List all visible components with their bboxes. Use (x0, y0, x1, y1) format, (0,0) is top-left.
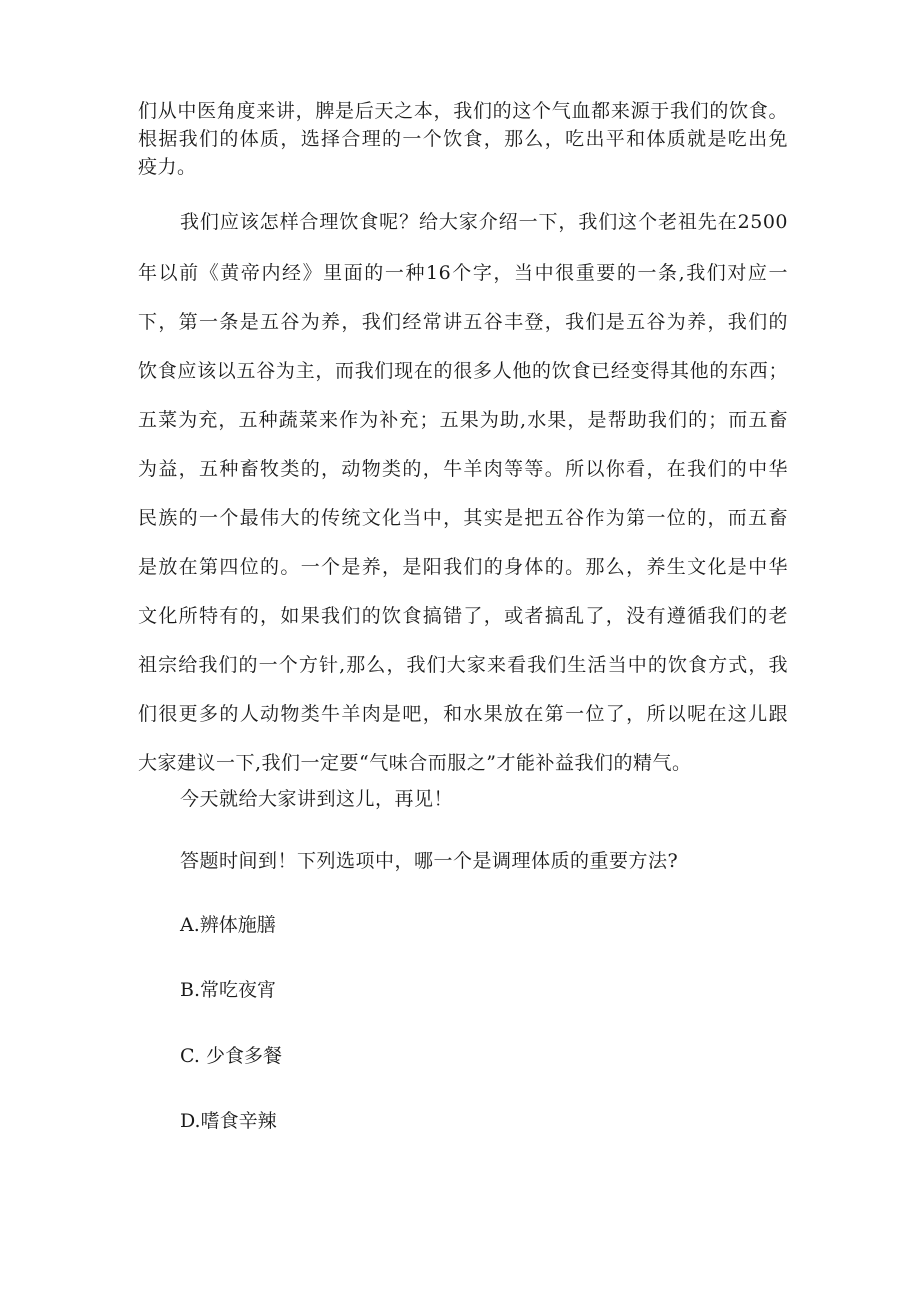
quiz-option-c: C. 少食多餐 (180, 1045, 282, 1067)
paragraph1-line-2: 根据我们的体质，选择合理的一个饮食，那么，吃出平和体质就是吃出免 (138, 128, 788, 150)
quiz-option-a: A.辨体施膳 (180, 914, 276, 936)
paragraph1-line-1: 们从中医角度来讲，脾是后天之本，我们的这个气血都来源于我们的饮食。 (138, 100, 788, 122)
paragraph2-line-2: 年以前《黄帝内经》里面的一种16个字，当中很重要的一条,我们对应一 (138, 262, 788, 284)
paragraph2-line-4: 饮食应该以五谷为主，而我们现在的很多人他的饮食已经变得其他的东西； (138, 360, 788, 382)
paragraph2-line-3: 下，第一条是五谷为养，我们经常讲五谷丰登，我们是五谷为养，我们的 (138, 311, 788, 333)
paragraph2-line-6: 为益，五种畜牧类的，动物类的，牛羊肉等等。所以你看，在我们的中华 (138, 458, 788, 480)
paragraph2-line-10: 祖宗给我们的一个方针,那么，我们大家来看我们生活当中的饮食方式，我 (138, 654, 788, 676)
quiz-option-b: B.常吃夜宵 (180, 979, 277, 1001)
closing-line: 今天就给大家讲到这儿，再见！ (180, 788, 454, 810)
paragraph2-line-5: 五菜为充，五种蔬菜来作为补充；五果为助,水果，是帮助我们的；而五畜 (138, 409, 788, 431)
paragraph1-line-3: 疫力。 (138, 156, 197, 178)
paragraph2-line-7: 民族的一个最伟大的传统文化当中，其实是把五谷作为第一位的，而五畜 (138, 507, 788, 529)
quiz-question: 答题时间到！下列选项中，哪一个是调理体质的重要方法? (180, 850, 679, 872)
paragraph2-line-9: 文化所特有的，如果我们的饮食搞错了，或者搞乱了，没有遵循我们的老 (138, 605, 788, 627)
paragraph2-line-12: 大家建议一下,我们一定要“气味合而服之”才能补益我们的精气。 (138, 752, 692, 774)
quiz-option-d: D.嗜食辛辣 (180, 1110, 277, 1132)
paragraph2-line-8: 是放在第四位的。一个是养，是阳我们的身体的。那么，养生文化是中华 (138, 556, 788, 578)
paragraph2-line-11: 们很更多的人动物类牛羊肉是吧，和水果放在第一位了，所以呢在这儿跟 (138, 703, 788, 725)
paragraph2-line-1: 我们应该怎样合理饮食呢？给大家介绍一下，我们这个老祖先在2500 (180, 211, 788, 233)
